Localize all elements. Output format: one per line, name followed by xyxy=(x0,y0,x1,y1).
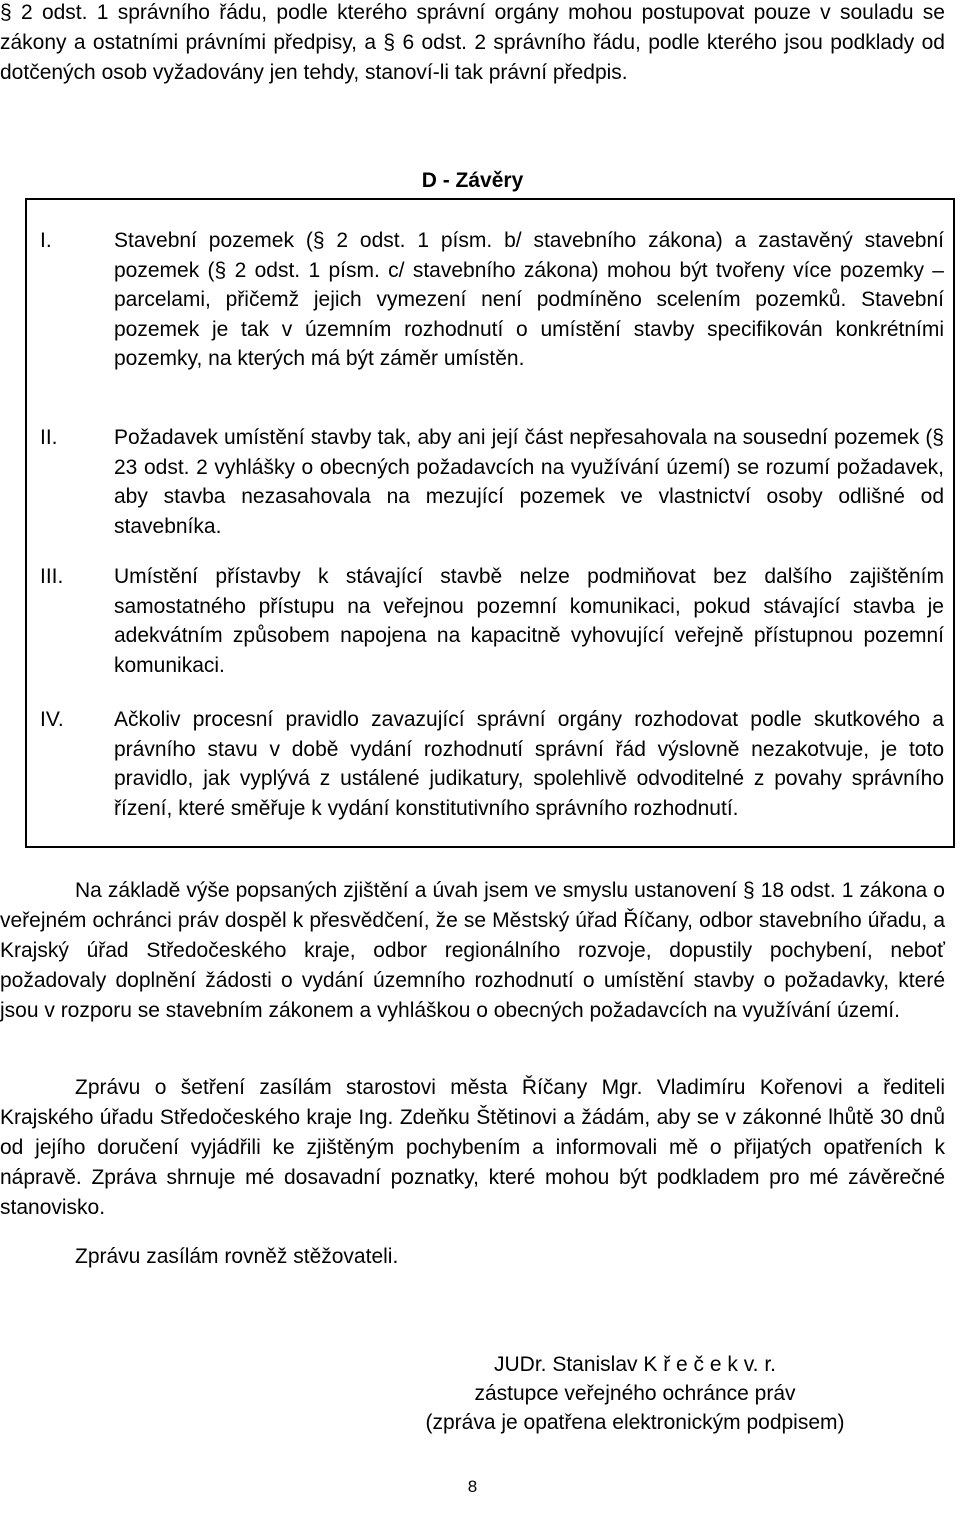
signature-title: zástupce veřejného ochránce práv xyxy=(474,1382,796,1405)
conclusion-text: Požadavek umístění stavby tak, aby ani její část nepřesahovala na sousední pozemek (§ 23 odst. 2 vyhlášky o obecných požadavcích na využívání území) se rozumí požadavek, aby stavba nezasahovala na mezující pozemek ve vlastnictví osoby odlišné od stavebníka. xyxy=(114,426,944,538)
conclusion-number: III. xyxy=(40,565,64,588)
conclusion-paragraph: Na základě výše popsaných zjištění a úvah jsem ve smyslu ustanovení § 18 odst. 1 zákona o veřejném ochránci práv dospěl k přesvědčení, že se Městský úřad Říčany, odbor stavebního úřadu, a Krajský úřad Středočeského kraje, odbor regionálního rozvoje, dopustily pochybení, neboť požadovaly doplnění žádosti o vydání územního rozhodnutí o umístění stavby o požadavky, které jsou v rozporu se stavebním zákonem a vyhláškou o obecných požadavcích na využívání území. xyxy=(0,879,945,1022)
intro-paragraph: § 2 odst. 1 správního řádu, podle kterého správní orgány mohou postupovat pouze v souladu se zákony a ostatními právními předpisy, a § 6 odst. 2 správního řádu, podle kterého jsou podklady od dotčených osob vyžadovány jen tehdy, stanoví-li tak právní předpis. xyxy=(0,1,945,84)
conclusion-item-3 xyxy=(40,562,944,680)
signature-name: JUDr. Stanislav K ř e č e k v. r. xyxy=(493,1353,777,1376)
page-number: 8 xyxy=(467,1477,478,1496)
conclusion-item-1 xyxy=(40,226,944,374)
conclusion-item-2 xyxy=(40,423,944,541)
conclusion-number: I. xyxy=(40,229,52,252)
distribution-paragraph: Zprávu o šetření zasílám starostovi města Říčany Mgr. Vladimíru Kořenovi a řediteli Krajského úřadu Středočeského kraje Ing. Zdeňku Štětinovi a žádám, aby se v zákonné lhůtě 30 dnů od jejího doručení vyjádřili ke zjištěným pochybením a informovali mě o přijatých opatřeních k nápravě. Zpráva shrnuje mé dosavadní poznatky, které mohou být podkladem pro mé závěrečné stanovisko. xyxy=(0,1076,945,1219)
conclusions-box xyxy=(25,198,955,848)
conclusion-item-4 xyxy=(40,705,944,823)
conclusion-text: Stavební pozemek (§ 2 odst. 1 písm. b/ stavebního zákona) a zastavěný stavební pozemek (§ 2 odst. 1 písm. c/ stavebního zákona) mohou být tvořeny více pozemky – parcelami, přičemž jejich vymezení není podmíněno scelením pozemků. Stavební pozemek je tak v územním rozhodnutí o umístění stavby specifikován konkrétními pozemky, na kterých má být záměr umístěn. xyxy=(114,229,944,370)
conclusion-number: IV. xyxy=(40,708,64,731)
conclusion-number: II. xyxy=(40,426,58,449)
conclusion-text: Ačkoliv procesní pravidlo zavazující správní orgány rozhodovat podle skutkového a právního stavu v době vydání rozhodnutí správní řád výslovně nezakotvuje, je toto pravidlo, jak vyplývá z ustálené judikatury, spolehlivě odvoditelné z povahy správního řízení, které směřuje k vydání konstitutivního správního rozhodnutí. xyxy=(114,708,944,820)
conclusion-text: Umístění přístavby k stávající stavbě nelze podmiňovat bez dalšího zajištěním samostatného přístupu na veřejnou pozemní komunikaci, pokud stávající stavba je adekvátním způsobem napojena na kapacitně vyhovující veřejně přístupnou pozemní komunikaci. xyxy=(114,565,944,677)
section-heading: D - Závěry xyxy=(421,169,524,192)
signature-note: (zpráva je opatřena elektronickým podpisem) xyxy=(425,1411,845,1434)
complainant-paragraph: Zprávu zasílám rovněž stěžovateli. xyxy=(75,1245,399,1268)
